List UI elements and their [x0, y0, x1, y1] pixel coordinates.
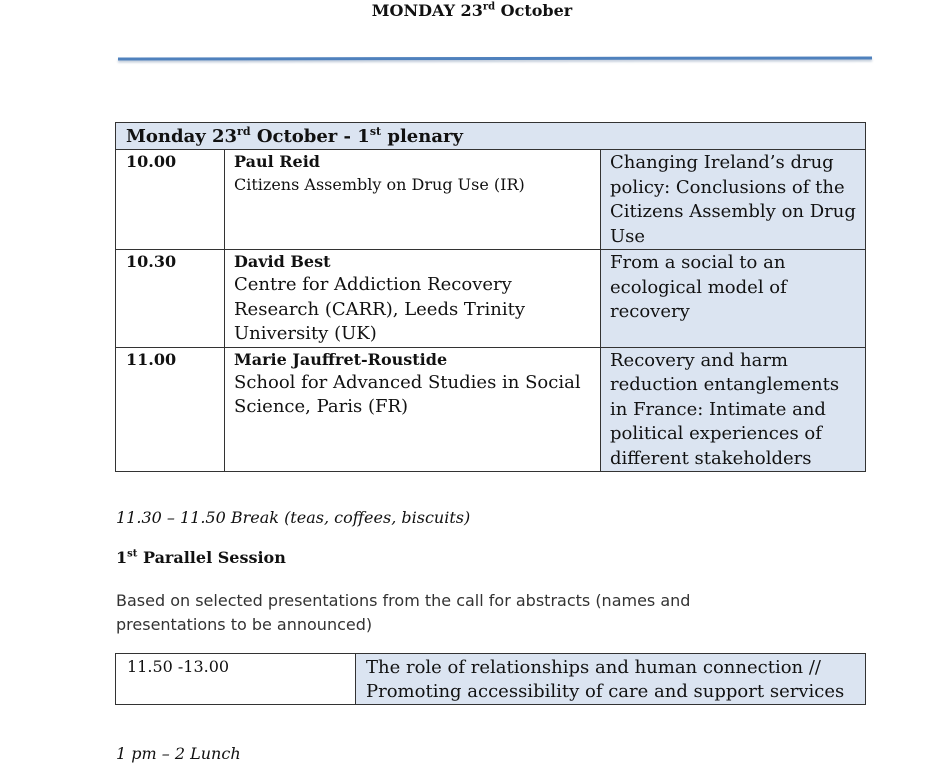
table-row — [116, 654, 866, 705]
plenary-header-row — [116, 123, 866, 150]
parallel-table — [115, 653, 866, 705]
heading-day-suffix: rd — [482, 1, 496, 13]
session-time: 10.00 — [116, 150, 225, 250]
speaker-cell — [225, 150, 601, 250]
speaker-cell — [225, 250, 601, 348]
speaker-name: Marie Jauffret-Roustide — [234, 349, 448, 369]
parallel-topic: The role of relationships and human connection // Promoting accessibility of care and support services — [356, 654, 866, 705]
session-time: 11.00 — [116, 347, 225, 472]
session-time: 10.30 — [116, 250, 225, 348]
speaker-affiliation: Centre for Addiction Recovery Research (CARR), Leeds Trinity University (UK) — [234, 274, 526, 344]
table-row — [116, 150, 866, 250]
speaker-cell — [225, 347, 601, 472]
speaker-affiliation: Citizens Assembly on Drug Use (IR) — [234, 175, 525, 194]
parallel-session-title: 1st Parallel Session — [116, 548, 286, 567]
heading-day: MONDAY 23 — [371, 1, 483, 20]
lunch-line: 1 pm – 2 Lunch — [116, 744, 241, 763]
talk-title: Recovery and harm reduction entanglements in France: Intimate and political experiences of different stakeholders — [601, 347, 866, 472]
header-rule — [118, 56, 872, 60]
table-row — [116, 250, 866, 348]
heading-month: October — [495, 1, 573, 20]
plenary-table — [115, 122, 866, 472]
talk-title: From a social to an ecological model of recovery — [601, 250, 866, 348]
speaker-name: Paul Reid — [234, 152, 320, 171]
table-row — [116, 347, 866, 472]
talk-title: Changing Ireland’s drug policy: Conclusions of the Citizens Assembly on Drug Use — [601, 150, 866, 250]
speaker-affiliation: School for Advanced Studies in Social Science, Paris (FR) — [234, 371, 581, 417]
break-line: 11.30 – 11.50 Break (teas, coffees, biscuits) — [116, 508, 471, 527]
parallel-session-note: Based on selected presentations from the call for abstracts (names and presentations to be announced) — [116, 591, 691, 634]
speaker-name: David Best — [234, 252, 331, 271]
parallel-time: 11.50 -13.00 — [116, 654, 356, 705]
plenary-header: Monday 23rd October - 1st plenary — [116, 123, 866, 150]
page-heading — [0, 1, 944, 20]
